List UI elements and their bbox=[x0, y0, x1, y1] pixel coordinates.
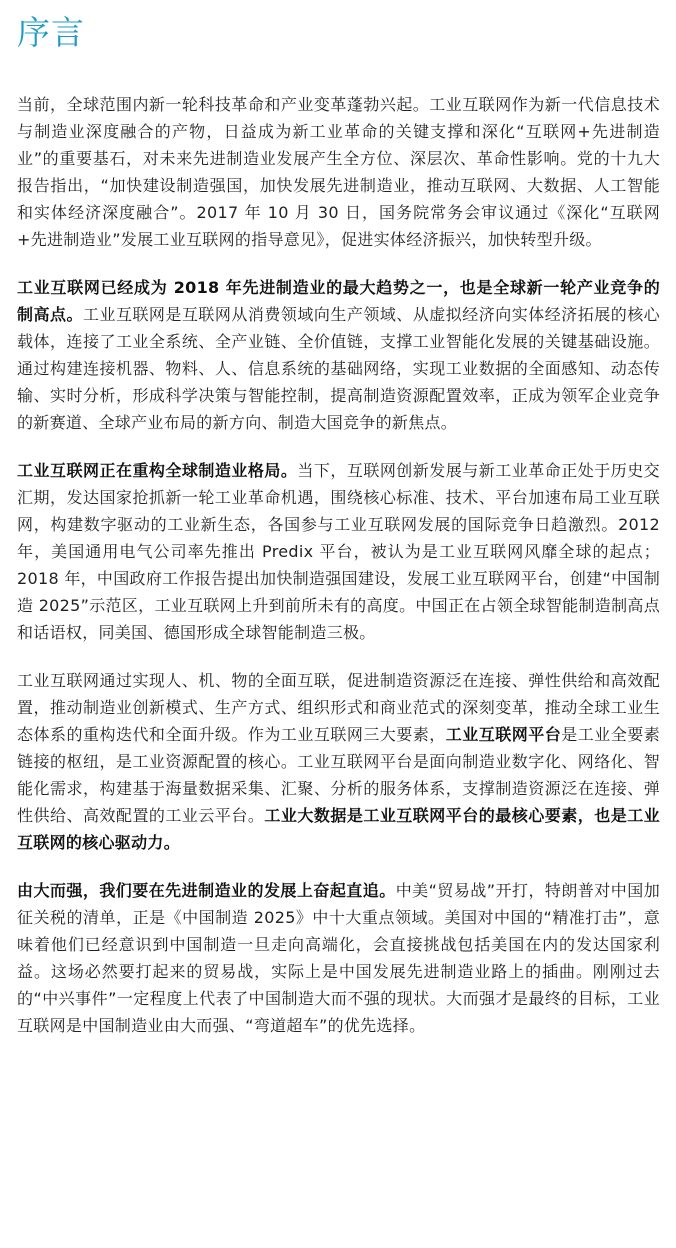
paragraph-5-lead: 由大而强，我们要在先进制造业的发展上奋起直追。 bbox=[17, 881, 396, 900]
paragraph-1-text: 当前，全球范围内新一轮科技革命和产业变革蓬勃兴起。工业互联网作为新一代信息技术与制造业深度融合的产物，日益成为新工业革命的关键支撑和深化“互联网+先进制造业”的重要基石，对未来先进制造业发展产生全方位、深层次、革命性影响。党的十九大报告指出，“加快建设制造强国，加快发展先进制造业，推动互联网、大数据、人工智能和实体经济深度融合”。2017 年 10 月 30 日，国务院常务会审议通过《深化“互联网+先进制造业”发展工业互联网的指导意见》，促进实体经济振兴，加快转型升级。 bbox=[17, 95, 660, 249]
paragraph-3-text: 当下，互联网创新发展与新工业革命正处于历史交汇期，发达国家抢抓新一轮工业革命机遇，围绕核心标准、技术、平台加速布局工业互联网，构建数字驱动的工业新生态，各国参与工业互联网发展的国际竞争日趋激烈。2012 年，美国通用电气公司率先推出 Predix 平台，被认为是工业互联网风靡全球的起点；2018 年，中国政府工作报告提出加快制造强国建设，发展工业互联网平台，创建“中国制造 2025”示范区，工业互联网上升到前所未有的高度。中国正在占领全球智能制造制高点和话语权，同美国、德国形成全球智能制造三极。 bbox=[17, 461, 660, 642]
paragraph-4-conclusion: 工业大数据是工业互联网平台的最核心要素，也是工业互联网的核心驱动力。 bbox=[17, 806, 660, 852]
paragraph-5-text: 中美“贸易战”开打，特朗普对中国加征关税的清单，正是《中国制造 2025》中十大重点领域。美国对中国的“精准打击”，意味着他们已经意识到中国制造一旦走向高端化，会直接挑战包括美国在内的发达国家利益。这场必然要打起来的贸易战，实际上是中国发展先进制造业路上的插曲。刚刚过去的“中兴事件”一定程度上代表了中国制造大而不强的现状。大而强才是最终的目标，工业互联网是中国制造业由大而强、“弯道超车”的优先选择。 bbox=[17, 881, 660, 1035]
page-title: 序言 bbox=[17, 13, 85, 52]
paragraph-1 bbox=[17, 91, 660, 253]
paragraph-5 bbox=[17, 877, 660, 1039]
paragraph-4-text-a: 工业互联网通过实现人、机、物的全面互联，促进制造资源泛在连接、弹性供给和高效配置，推动制造业创新模式、生产方式、组织形式和商业范式的深刻变革，推动全球工业生态体系的重构迭代和全面升级。作为工业互联网三大要素， bbox=[17, 671, 660, 744]
paragraph-3 bbox=[17, 457, 660, 646]
paragraph-3-lead: 工业互联网正在重构全球制造业格局。 bbox=[17, 461, 298, 480]
paragraph-4-emphasis: 工业互联网平台 bbox=[445, 725, 562, 744]
paragraph-2-text: 工业互联网是互联网从消费领域向生产领域、从虚拟经济向实体经济拓展的核心载体，连接了工业全系统、全产业链、全价值链，支撑工业智能化发展的关键基础设施。通过构建连接机器、物料、人、信息系统的基础网络，实现工业数据的全面感知、动态传输、实时分析，形成科学决策与智能控制，提高制造资源配置效率，正成为领军企业竞争的新赛道、全球产业布局的新方向、制造大国竞争的新焦点。 bbox=[17, 305, 660, 432]
paragraph-4 bbox=[17, 667, 660, 856]
paragraph-4-text-b: 是工业全要素链接的枢纽，是工业资源配置的核心。工业互联网平台是面向制造业数字化、网络化、智能化需求，构建基于海量数据采集、汇聚、分析的服务体系，支撑制造资源泛在连接、弹性供给、高效配置的工业云平台。 bbox=[17, 725, 660, 825]
document-body bbox=[17, 91, 660, 1039]
paragraph-2 bbox=[17, 274, 660, 436]
paragraph-2-lead: 工业互联网已经成为 2018 年先进制造业的最大趋势之一，也是全球新一轮产业竞争的制高点。 bbox=[17, 278, 660, 324]
